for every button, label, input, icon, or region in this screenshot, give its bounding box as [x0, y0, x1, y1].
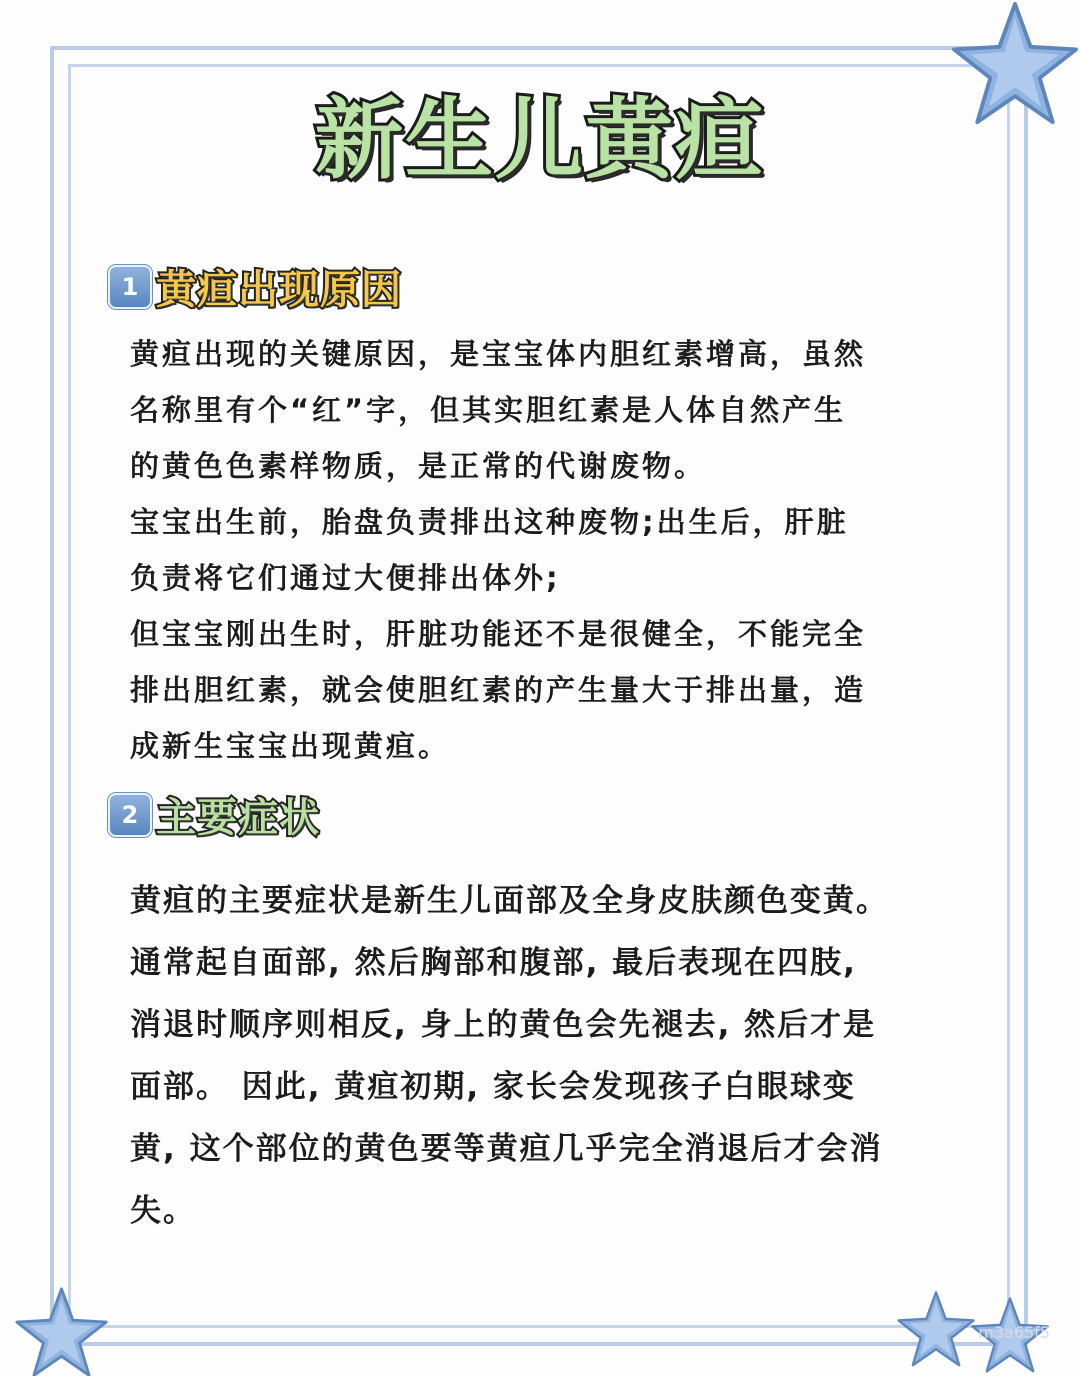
paragraph-line: 黄, 这个部位的黄色要等黄疸几乎完全消退后才会消: [130, 1131, 883, 1167]
paragraph-line: 通常起自面部, 然后胸部和腹部, 最后表现在四肢,: [130, 945, 857, 981]
paragraph-line: 名称里有个“红”字，但其实胆红素是人体自然产生: [130, 393, 847, 427]
paragraph-line: 排出胆红素，就会使胆红素的产生量大于排出量，造: [130, 673, 867, 707]
paragraph-line: 但宝宝刚出生时，肝脏功能还不是很健全，不能完全: [130, 617, 867, 651]
section-title-causes: 黄疸出现原因: [156, 267, 402, 313]
number-badge-2: 2: [108, 793, 152, 837]
paragraph-line: 的黄色色素样物质，是正常的代谢废物。: [130, 449, 707, 483]
paragraph-line: 负责将它们通过大便排出体外;: [130, 561, 561, 595]
paragraph-line: 宝宝出生前，胎盘负责排出这种废物;出生后，肝脏: [130, 505, 849, 539]
paragraph-causes: [130, 326, 1010, 774]
paragraph-line: 黄疸出现的关键原因，是宝宝体内胆红素增高，虽然: [130, 337, 867, 371]
watermark-text: m3a65f5: [978, 1323, 1050, 1342]
section-heading-symptoms: [108, 786, 320, 843]
paragraph-line: 消退时顺序则相反, 身上的黄色会先褪去, 然后才是: [130, 1007, 877, 1043]
star-icon-bottom-left: [14, 1286, 109, 1376]
paragraph-line: 成新生宝宝出现黄疸。: [130, 729, 451, 763]
number-badge-1: 1: [108, 265, 152, 309]
section-heading-causes: [108, 258, 402, 315]
star-icon-bottom-right-small: [896, 1290, 976, 1370]
paragraph-line: 黄疸的主要症状是新生儿面部及全身皮肤颜色变黄。: [130, 883, 889, 919]
paragraph-symptoms: [130, 870, 1010, 1242]
page-title: 新生儿黄疸: [314, 88, 765, 191]
paragraph-line: 失。: [130, 1193, 196, 1229]
paragraph-line: 面部。 因此, 黄疸初期, 家长会发现孩子白眼球变: [130, 1069, 856, 1105]
section-title-symptoms: 主要症状: [156, 795, 320, 841]
